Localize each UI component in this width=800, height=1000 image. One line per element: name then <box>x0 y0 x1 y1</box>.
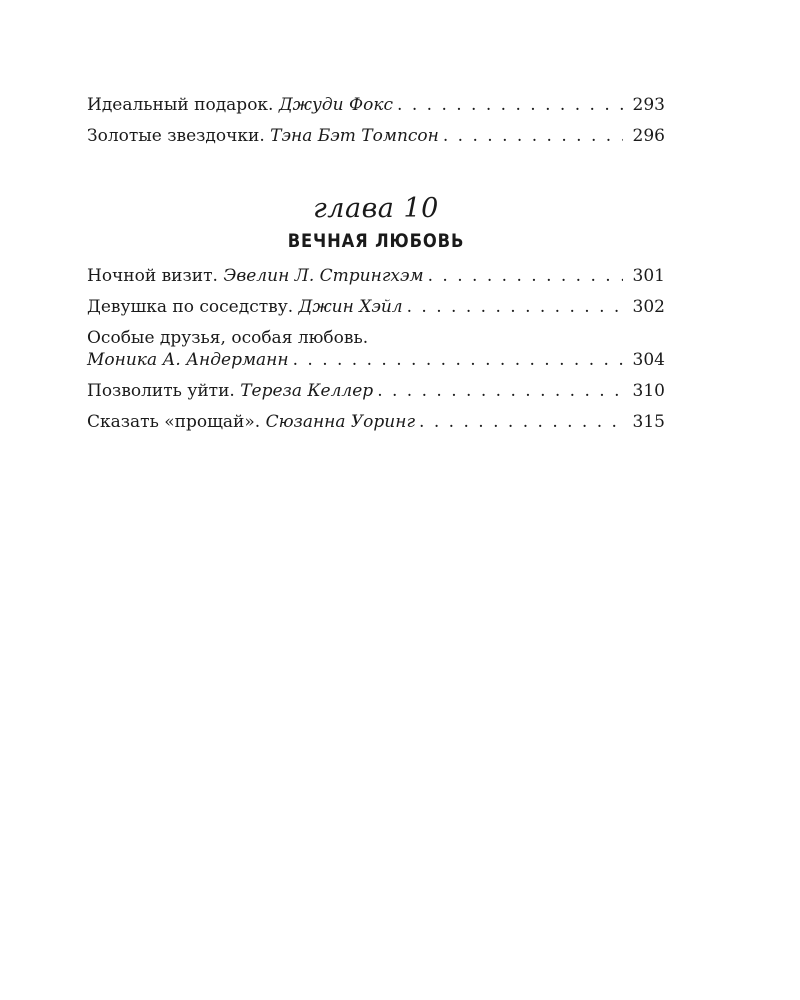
toc-entry <box>87 327 665 371</box>
chapter-heading <box>87 192 665 253</box>
entry-page-number: 304 <box>632 350 665 370</box>
entry-title: Особые друзья, особая любовь. <box>87 328 369 348</box>
entry-title: Идеальный подарок. <box>87 95 274 115</box>
leader-dots <box>428 265 623 287</box>
chapter-title: ВЕЧНАЯ ЛЮБОВЬ <box>287 230 465 252</box>
entry-page-number: 302 <box>632 297 665 317</box>
leader-dots <box>419 411 623 433</box>
leader-dots <box>293 349 623 371</box>
toc-entry <box>87 125 665 147</box>
toc-list-top <box>87 94 665 156</box>
chapter-label: глава 10 <box>313 193 439 224</box>
entry-author: Эвелин Л. Стрингхэм <box>223 266 424 286</box>
leader-dots <box>397 94 623 116</box>
entry-page-number: 296 <box>632 126 665 146</box>
entry-page-number: 293 <box>632 95 665 115</box>
toc-list-chapter <box>87 265 665 442</box>
entry-page-number: 310 <box>632 381 665 401</box>
toc-entry <box>87 296 665 318</box>
toc-entry <box>87 380 665 402</box>
toc-entry <box>87 411 665 433</box>
entry-title: Сказать «прощай». <box>87 412 261 432</box>
leader-dots <box>407 296 623 318</box>
entry-author: Сюзанна Уоринг <box>265 412 416 432</box>
entry-author: Тэна Бэт Томпсон <box>270 126 439 146</box>
entry-page-number: 315 <box>632 412 665 432</box>
entry-title: Золотые звездочки. <box>87 126 265 146</box>
entry-author: Джин Хэйл <box>298 297 403 317</box>
entry-title: Позволить уйти. <box>87 381 235 401</box>
entry-title: Ночной визит. <box>87 266 218 286</box>
entry-author: Джуди Фокс <box>278 95 394 115</box>
entry-author: Тереза Келлер <box>240 381 374 401</box>
toc-entry <box>87 265 665 287</box>
entry-title: Девушка по соседству. <box>87 297 294 317</box>
toc-entry <box>87 94 665 116</box>
entry-author: Моника А. Андерманн <box>87 350 289 370</box>
entry-page-number: 301 <box>632 266 665 286</box>
leader-dots <box>443 125 623 147</box>
leader-dots <box>377 380 622 402</box>
